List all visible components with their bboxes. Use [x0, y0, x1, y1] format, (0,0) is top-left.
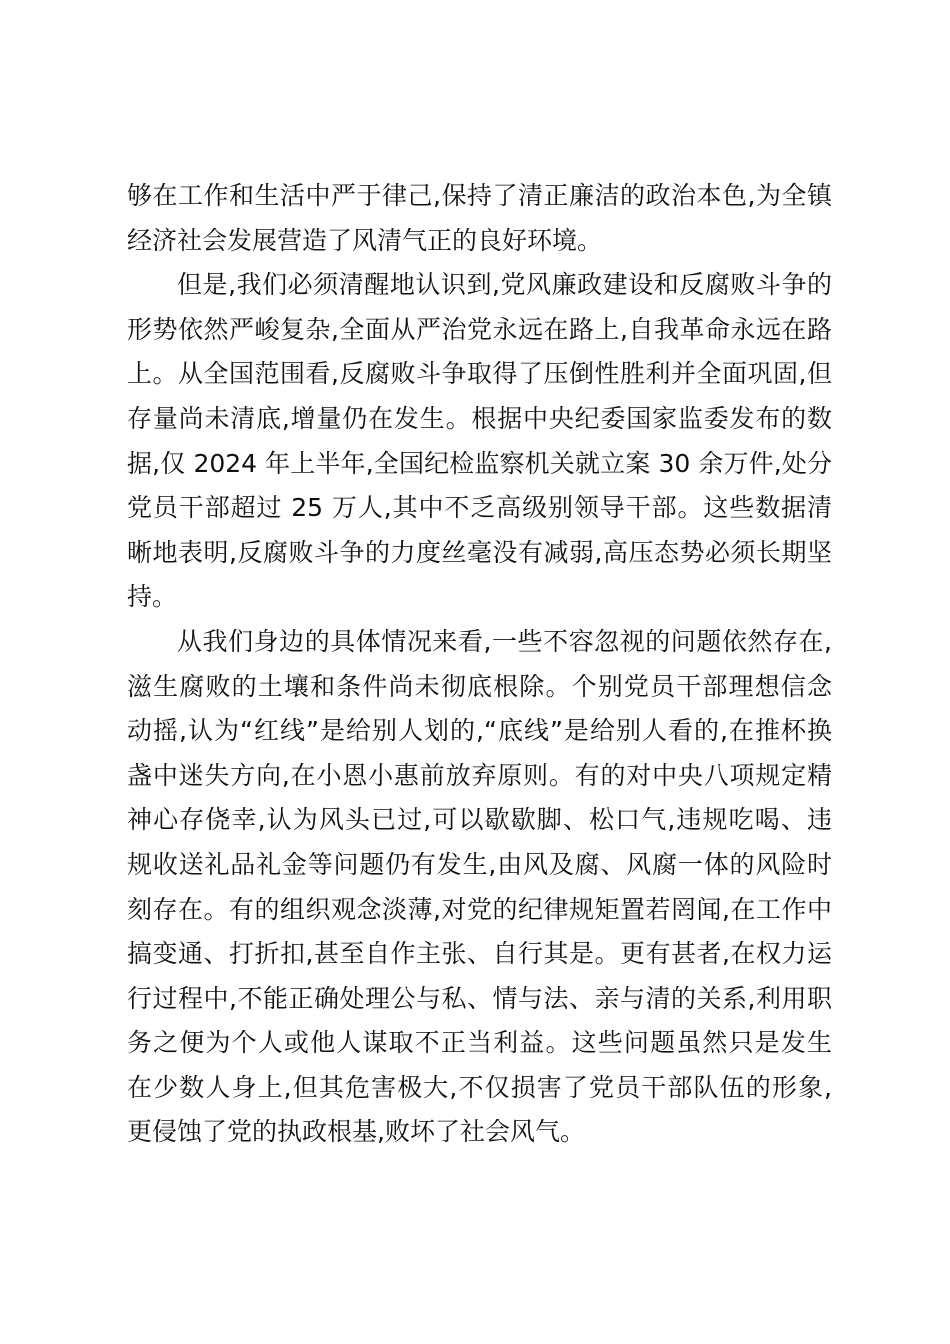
text-line: 刻存在。有的组织观念淡薄,对党的纪律规矩置若罔闻,在工作中 [127, 894, 832, 924]
text-line: 形势依然严峻复杂,全面从严治党永远在路上,自我革命永远在路 [127, 314, 832, 344]
text-line: 务之便为个人或他人谋取不正当利益。这些问题虽然只是发生 [127, 1028, 832, 1058]
document-body [127, 174, 832, 1155]
text-line: 盏中迷失方向,在小恩小惠前放弃原则。有的对中央八项规定精 [127, 760, 832, 790]
text-line: 搞变通、打折扣,甚至自作主张、自行其是。更有甚者,在权力运 [127, 939, 832, 969]
text-line: 上。从全国范围看,反腐败斗争取得了压倒性胜利并全面巩固,但 [127, 359, 832, 389]
paragraph-3 [127, 620, 832, 1155]
text-line: 滋生腐败的土壤和条件尚未彻底根除。个别党员干部理想信念 [127, 671, 832, 701]
text-line: 更侵蚀了党的执政根基,败坏了社会风气。 [127, 1117, 585, 1147]
text-line: 晰地表明,反腐败斗争的力度丝毫没有减弱,高压态势必须长期坚 [127, 537, 832, 567]
text-line: 动摇,认为“红线”是给别人划的,“底线”是给别人看的,在推杯换 [127, 716, 832, 746]
text-line: 存量尚未清底,增量仍在发生。根据中央纪委国家监委发布的数 [127, 403, 832, 433]
text-line: 规收送礼品礼金等问题仍有发生,由风及腐、风腐一体的风险时 [127, 849, 832, 879]
text-line: 行过程中,不能正确处理公与私、情与法、亲与清的关系,利用职 [127, 983, 832, 1013]
text-line: 据,仅 2024 年上半年,全国纪检监察机关就立案 30 余万件,处分 [127, 448, 832, 478]
paragraph-2 [127, 263, 832, 620]
paragraph-1 [127, 174, 832, 263]
text-line: 从我们身边的具体情况来看,一些不容忽视的问题依然存在, [177, 626, 832, 656]
text-line: 党员干部超过 25 万人,其中不乏高级别领导干部。这些数据清 [127, 493, 832, 523]
text-line: 够在工作和生活中严于律己,保持了清正廉洁的政治本色,为全镇 [127, 181, 832, 210]
text-line: 经济社会发展营造了风清气正的良好环境。 [127, 225, 603, 255]
text-line: 在少数人身上,但其危害极大,不仅损害了党员干部队伍的形象, [127, 1072, 832, 1102]
text-line: 但是,我们必须清醒地认识到,党风廉政建设和反腐败斗争的 [177, 270, 832, 300]
text-line: 神心存侥幸,认为风头已过,可以歇歇脚、松口气,违规吃喝、违 [127, 805, 832, 835]
text-line: 持。 [127, 582, 178, 612]
